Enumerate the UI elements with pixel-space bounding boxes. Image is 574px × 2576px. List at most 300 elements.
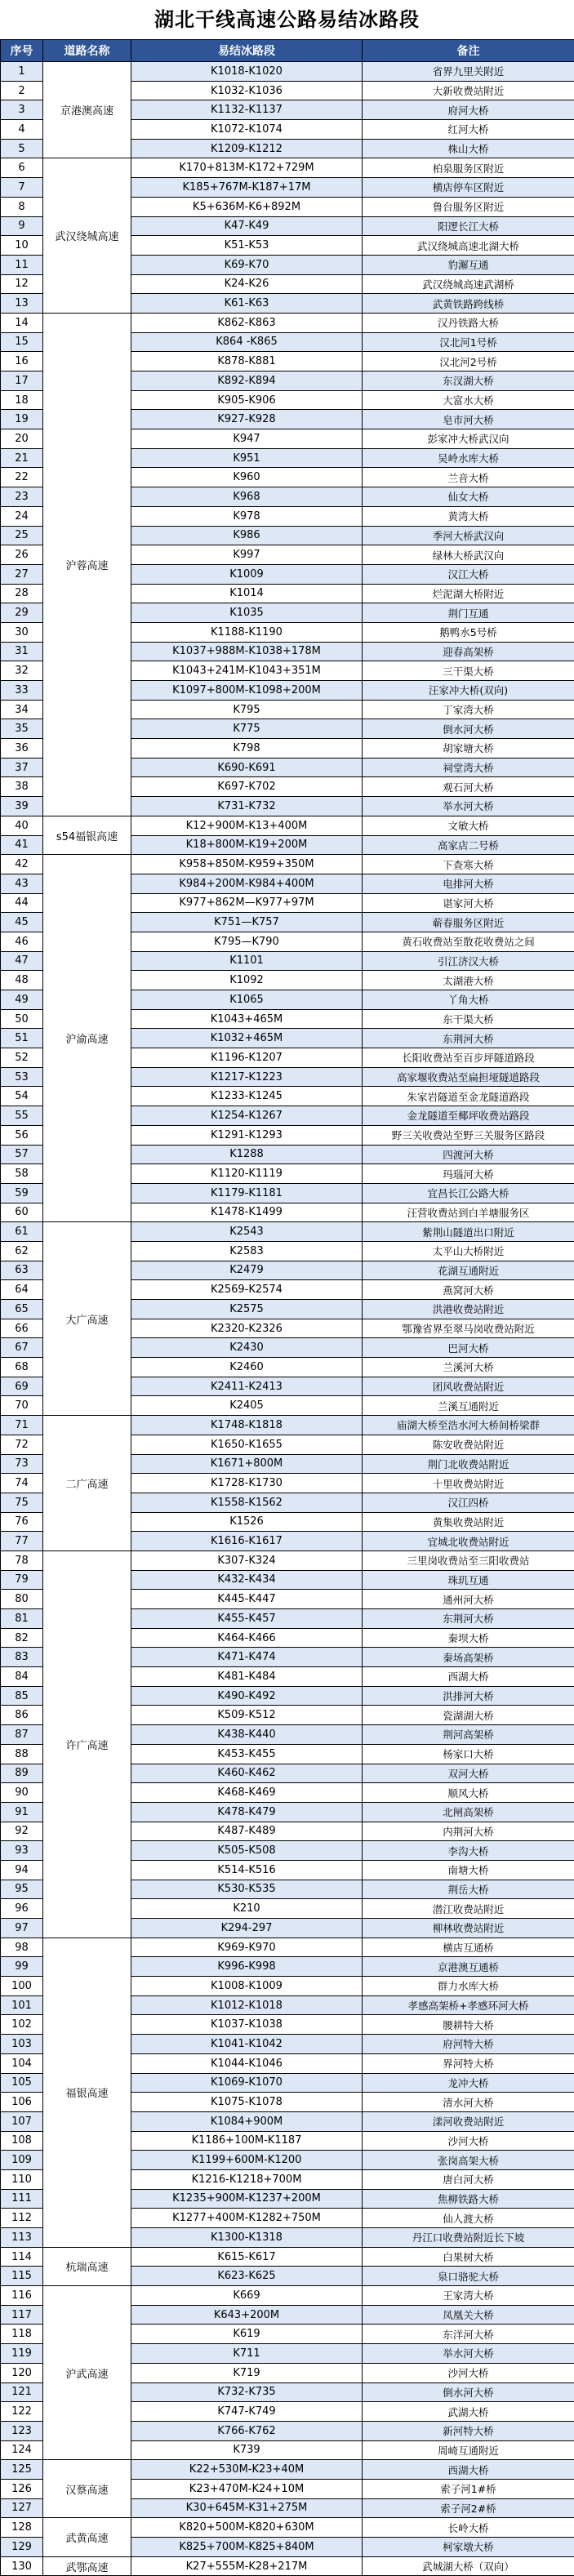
note: 武黄铁路跨线桥 — [363, 294, 574, 314]
row-index: 7 — [1, 178, 43, 198]
row-index: 70 — [1, 1396, 43, 1416]
row-index: 27 — [1, 564, 43, 584]
note: 长阳收费站至百步坪隧道路段 — [363, 1048, 574, 1068]
header-index: 序号 — [1, 40, 43, 62]
note: 汪营收费站到白羊塘服务区 — [363, 1203, 574, 1222]
note: 宜城北收费站附近 — [363, 1532, 574, 1551]
row-index: 74 — [1, 1474, 43, 1493]
section: K478-K479 — [131, 1802, 363, 1822]
note: 黄石收费站至散花收费站之间 — [363, 932, 574, 951]
row-index: 87 — [1, 1725, 43, 1745]
row-index: 13 — [1, 294, 43, 314]
row-index: 105 — [1, 2073, 43, 2093]
note: 仙人渡大桥 — [363, 2209, 574, 2228]
row-index: 112 — [1, 2209, 43, 2228]
row-index: 8 — [1, 197, 43, 216]
section: K619 — [131, 2325, 363, 2344]
section: K1032-K1036 — [131, 81, 363, 100]
row-index: 43 — [1, 874, 43, 893]
table-row — [1, 1550, 574, 1570]
section: K1069-K1070 — [131, 2073, 363, 2093]
note: 东干渠大桥 — [363, 1009, 574, 1029]
row-index: 98 — [1, 1938, 43, 1957]
section: K1179-K1181 — [131, 1183, 363, 1203]
note: 株山大桥 — [363, 139, 574, 158]
row-index: 116 — [1, 2286, 43, 2306]
note: 引江济汉大桥 — [363, 951, 574, 971]
note: 红河大桥 — [363, 120, 574, 140]
note: 北闸高架桥 — [363, 1802, 574, 1822]
note: 府河大桥 — [363, 100, 574, 120]
section: K1199+600M-K1200 — [131, 2151, 363, 2170]
section: K487-K489 — [131, 1822, 363, 1841]
section: K1041-K1042 — [131, 2035, 363, 2054]
note: 清水河大桥 — [363, 2093, 574, 2112]
note: 白果树大桥 — [363, 2247, 574, 2267]
section: K170+813M-K172+729M — [131, 158, 363, 178]
page-title: 湖北干线高速公路易结冰路段 — [0, 0, 574, 39]
row-index: 115 — [1, 2267, 43, 2286]
note: 柏泉服务区附近 — [363, 158, 574, 178]
row-index: 124 — [1, 2440, 43, 2460]
section: K471-K474 — [131, 1648, 363, 1667]
note: 唐白河大桥 — [363, 2169, 574, 2189]
note: 沙河大桥 — [363, 2363, 574, 2382]
note: 绿林大桥武汉向 — [363, 545, 574, 565]
row-index: 109 — [1, 2151, 43, 2170]
section: K51-K53 — [131, 236, 363, 256]
row-index: 117 — [1, 2305, 43, 2325]
row-index: 121 — [1, 2382, 43, 2402]
header-road: 道路名称 — [43, 40, 131, 62]
section: K820+500M-K820+630M — [131, 2518, 363, 2538]
row-index: 54 — [1, 1087, 43, 1106]
note: 豹澥互通 — [363, 255, 574, 274]
section: K1217-K1223 — [131, 1067, 363, 1087]
table-row — [1, 1938, 574, 1957]
section: K514-K516 — [131, 1860, 363, 1880]
section: K47-K49 — [131, 216, 363, 236]
section: K69-K70 — [131, 255, 363, 274]
section: K22+530M-K23+40M — [131, 2460, 363, 2480]
note: 横店停车区附近 — [363, 178, 574, 198]
section: K1092 — [131, 971, 363, 990]
road-name: 沪武高速 — [43, 2286, 131, 2460]
note: 秦坝大桥 — [363, 1628, 574, 1648]
note: 季河大桥武汉向 — [363, 526, 574, 545]
row-index: 10 — [1, 236, 43, 256]
row-index: 4 — [1, 120, 43, 140]
section: K1075-K1078 — [131, 2093, 363, 2112]
row-index: 48 — [1, 971, 43, 990]
row-index: 130 — [1, 2556, 43, 2576]
section: K1748-K1818 — [131, 1416, 363, 1435]
table-row — [1, 2518, 574, 2538]
note: 兰溪河大桥 — [363, 1358, 574, 1377]
row-index: 95 — [1, 1880, 43, 1899]
row-index: 103 — [1, 2035, 43, 2054]
section: K997 — [131, 545, 363, 565]
section: K1014 — [131, 584, 363, 603]
row-index: 39 — [1, 797, 43, 816]
section: K731-K732 — [131, 797, 363, 816]
section: K927-K928 — [131, 410, 363, 429]
note: 荆河高架桥 — [363, 1725, 574, 1745]
row-index: 81 — [1, 1609, 43, 1629]
section: K697-K702 — [131, 777, 363, 797]
section: K2575 — [131, 1300, 363, 1319]
note: 汉北河2号桥 — [363, 352, 574, 371]
section: K530-K535 — [131, 1880, 363, 1899]
section: K711 — [131, 2344, 363, 2364]
section: K719 — [131, 2363, 363, 2382]
note: 陈安收费站附近 — [363, 1435, 574, 1454]
row-index: 88 — [1, 1744, 43, 1764]
note: 谌家河大桥 — [363, 893, 574, 913]
row-index: 107 — [1, 2111, 43, 2131]
section: K615-K617 — [131, 2247, 363, 2267]
row-index: 78 — [1, 1550, 43, 1570]
row-index: 113 — [1, 2228, 43, 2248]
section: K481-K484 — [131, 1667, 363, 1687]
note: 汉江大桥 — [363, 564, 574, 584]
note: 汉北河1号桥 — [363, 332, 574, 352]
row-index: 106 — [1, 2093, 43, 2112]
section: K18+800M-K19+200M — [131, 835, 363, 855]
note: 金龙隧道至椰坪收费站路段 — [363, 1106, 574, 1126]
note: 巴河大桥 — [363, 1338, 574, 1358]
row-index: 52 — [1, 1048, 43, 1068]
note: 横店互通桥 — [363, 1938, 574, 1957]
section: K1032+465M — [131, 1029, 363, 1048]
row-index: 90 — [1, 1783, 43, 1803]
section: K1084+900M — [131, 2111, 363, 2131]
row-index: 32 — [1, 661, 43, 681]
section: K1650-K1655 — [131, 1435, 363, 1454]
section: K1235+900M-K1237+200M — [131, 2189, 363, 2209]
row-index: 18 — [1, 390, 43, 410]
note: 龙冲大桥 — [363, 2073, 574, 2093]
note: 潜江收费站附近 — [363, 1899, 574, 1919]
note: 仙女大桥 — [363, 487, 574, 507]
table-row — [1, 1416, 574, 1435]
section: K747-K749 — [131, 2402, 363, 2422]
section: K1120-K1119 — [131, 1164, 363, 1184]
note: 内荆河大桥 — [363, 1822, 574, 1841]
note: 大富水大桥 — [363, 390, 574, 410]
row-index: 96 — [1, 1899, 43, 1919]
note: 燕窝河大桥 — [363, 1280, 574, 1300]
note: 洪排河大桥 — [363, 1686, 574, 1706]
note: 倒水河大桥 — [363, 2382, 574, 2402]
section: K958+850M-K959+350M — [131, 855, 363, 874]
section: K766-K762 — [131, 2421, 363, 2440]
row-index: 56 — [1, 1125, 43, 1145]
table-row — [1, 2247, 574, 2267]
table-row — [1, 816, 574, 835]
section: K732-K735 — [131, 2382, 363, 2402]
row-index: 61 — [1, 1222, 43, 1242]
note: 鄂豫省界至翠马岗收费站附近 — [363, 1319, 574, 1338]
note: 大新收费站附近 — [363, 81, 574, 100]
section: K1558-K1562 — [131, 1493, 363, 1512]
section: K505-K508 — [131, 1841, 363, 1861]
section: K464-K466 — [131, 1628, 363, 1648]
note: 鹅鸭水5号桥 — [363, 622, 574, 642]
row-index: 111 — [1, 2189, 43, 2209]
note: 朱家岩隧道至金龙隧道路段 — [363, 1087, 574, 1106]
section: K977+862M—K977+97M — [131, 893, 363, 913]
section: K1132-K1137 — [131, 100, 363, 120]
section: K986 — [131, 526, 363, 545]
row-index: 86 — [1, 1706, 43, 1725]
section: K490-K492 — [131, 1686, 363, 1706]
section: K969-K970 — [131, 1938, 363, 1957]
section: K795—K790 — [131, 932, 363, 951]
row-index: 17 — [1, 371, 43, 391]
row-index: 34 — [1, 700, 43, 719]
note: 吴岭水库大桥 — [363, 448, 574, 468]
road-name: 许广高速 — [43, 1550, 131, 1938]
row-index: 3 — [1, 100, 43, 120]
note: 西湖大桥 — [363, 2460, 574, 2480]
row-index: 100 — [1, 1977, 43, 1996]
section: K12+900M-K13+400M — [131, 816, 363, 835]
note: 花湖互通附近 — [363, 1261, 574, 1280]
section: K905-K906 — [131, 390, 363, 410]
section: K185+767M-K187+17M — [131, 178, 363, 198]
section: K2543 — [131, 1222, 363, 1242]
table-body — [1, 62, 574, 2576]
note: 省界九里关附近 — [363, 62, 574, 82]
row-index: 118 — [1, 2325, 43, 2344]
note: 东荆河大桥 — [363, 1609, 574, 1629]
row-index: 23 — [1, 487, 43, 507]
row-index: 68 — [1, 1358, 43, 1377]
note: 烂泥湖大桥附近 — [363, 584, 574, 603]
section: K1233-K1245 — [131, 1087, 363, 1106]
row-index: 120 — [1, 2363, 43, 2382]
note: 沙河大桥 — [363, 2131, 574, 2151]
note: 玛瑙河大桥 — [363, 1164, 574, 1184]
road-name: 福银高速 — [43, 1938, 131, 2247]
note: 兰音大桥 — [363, 468, 574, 487]
row-index: 89 — [1, 1764, 43, 1783]
row-index: 6 — [1, 158, 43, 178]
row-index: 94 — [1, 1860, 43, 1880]
row-index: 31 — [1, 642, 43, 661]
section: K23+470M-K24+10M — [131, 2479, 363, 2498]
section: K775 — [131, 719, 363, 739]
row-index: 1 — [1, 62, 43, 82]
row-index: 36 — [1, 739, 43, 759]
section: K2479 — [131, 1261, 363, 1280]
row-index: 66 — [1, 1319, 43, 1338]
section: K1478-K1499 — [131, 1203, 363, 1222]
row-index: 53 — [1, 1067, 43, 1087]
table-row — [1, 313, 574, 332]
road-name: 沪渝高速 — [43, 855, 131, 1222]
row-index: 19 — [1, 410, 43, 429]
icy-road-table — [0, 39, 574, 2576]
row-index: 55 — [1, 1106, 43, 1126]
section: K1291-K1293 — [131, 1125, 363, 1145]
section: K61-K63 — [131, 294, 363, 314]
section: K1037-K1038 — [131, 2015, 363, 2035]
row-index: 63 — [1, 1261, 43, 1280]
note: 举水河大桥 — [363, 2344, 574, 2364]
table-row — [1, 1222, 574, 1242]
note: 电排河大桥 — [363, 874, 574, 893]
section: K509-K512 — [131, 1706, 363, 1725]
section: K210 — [131, 1899, 363, 1919]
section: K739 — [131, 2440, 363, 2460]
row-index: 57 — [1, 1145, 43, 1164]
note: 观石河大桥 — [363, 777, 574, 797]
section: K460-K462 — [131, 1764, 363, 1783]
section: K2405 — [131, 1396, 363, 1416]
section: K2460 — [131, 1358, 363, 1377]
row-index: 12 — [1, 274, 43, 294]
note: 新河特大桥 — [363, 2421, 574, 2440]
row-index: 44 — [1, 893, 43, 913]
row-index: 21 — [1, 448, 43, 468]
note: 柯家墩大桥 — [363, 2538, 574, 2557]
row-index: 58 — [1, 1164, 43, 1184]
note: 四渡河大桥 — [363, 1145, 574, 1164]
section: K307-K324 — [131, 1550, 363, 1570]
section: K978 — [131, 506, 363, 526]
note: 黄湾大桥 — [363, 506, 574, 526]
section: K878-K881 — [131, 352, 363, 371]
row-index: 93 — [1, 1841, 43, 1861]
note: 秦场高架桥 — [363, 1648, 574, 1667]
section: K984+200M-K984+400M — [131, 874, 363, 893]
row-index: 42 — [1, 855, 43, 874]
section: K1043+465M — [131, 1009, 363, 1029]
section: K438-K440 — [131, 1725, 363, 1745]
note: 荆岳大桥 — [363, 1880, 574, 1899]
note: 野三关收费站至野三关服务区路段 — [363, 1125, 574, 1145]
note: 珠玑互通 — [363, 1570, 574, 1590]
note: 双河大桥 — [363, 1764, 574, 1783]
row-index: 108 — [1, 2131, 43, 2151]
section: K30+645M-K31+275M — [131, 2498, 363, 2518]
row-index: 72 — [1, 1435, 43, 1454]
row-index: 45 — [1, 913, 43, 932]
header-note: 备注 — [363, 40, 574, 62]
note: 群力水库大桥 — [363, 1977, 574, 1996]
section: K795 — [131, 700, 363, 719]
row-index: 83 — [1, 1648, 43, 1667]
note: 武城湖大桥（双向） — [363, 2556, 574, 2576]
note: 皂市河大桥 — [363, 410, 574, 429]
note: 太平山大桥附近 — [363, 1241, 574, 1261]
section: K2583 — [131, 1241, 363, 1261]
row-index: 126 — [1, 2479, 43, 2498]
row-index: 114 — [1, 2247, 43, 2267]
note: 倒水河大桥 — [363, 719, 574, 739]
note: 宜昌长江公路大桥 — [363, 1183, 574, 1203]
row-index: 20 — [1, 429, 43, 449]
note: 焦柳铁路大桥 — [363, 2189, 574, 2209]
note: 紫荆山隧道出口附近 — [363, 1222, 574, 1242]
row-index: 51 — [1, 1029, 43, 1048]
section: K1616-K1617 — [131, 1532, 363, 1551]
note: 凤凰关大桥 — [363, 2305, 574, 2325]
row-index: 33 — [1, 681, 43, 701]
section: K825+700M-K825+840M — [131, 2538, 363, 2557]
section: K1526 — [131, 1512, 363, 1532]
section: K1035 — [131, 603, 363, 623]
row-index: 60 — [1, 1203, 43, 1222]
section: K1065 — [131, 990, 363, 1010]
note: 周崎互通附近 — [363, 2440, 574, 2460]
section: K5+636M-K6+892M — [131, 197, 363, 216]
row-index: 79 — [1, 1570, 43, 1590]
note: 武汉绕城高速武湖桥 — [363, 274, 574, 294]
section: K623-K625 — [131, 2267, 363, 2286]
note: 荆门互通 — [363, 603, 574, 623]
row-index: 16 — [1, 352, 43, 371]
section: K892-K894 — [131, 371, 363, 391]
row-index: 91 — [1, 1802, 43, 1822]
row-index: 102 — [1, 2015, 43, 2035]
note: 京港澳互通桥 — [363, 1957, 574, 1977]
note: 东荆河大桥 — [363, 1029, 574, 1048]
row-index: 123 — [1, 2421, 43, 2440]
row-index: 22 — [1, 468, 43, 487]
section: K1101 — [131, 951, 363, 971]
note: 高家堰收费站至扁担垭隧道路段 — [363, 1067, 574, 1087]
row-index: 119 — [1, 2344, 43, 2364]
section: K1288 — [131, 1145, 363, 1164]
section: K751—K757 — [131, 913, 363, 932]
road-name: 杭瑞高速 — [43, 2247, 131, 2285]
note: 三里岗收费站至三阳收费站 — [363, 1550, 574, 1570]
section: K1097+800M-K1098+200M — [131, 681, 363, 701]
row-index: 15 — [1, 332, 43, 352]
row-index: 99 — [1, 1957, 43, 1977]
section: K1196-K1207 — [131, 1048, 363, 1068]
row-index: 80 — [1, 1590, 43, 1609]
note: 丹江口收费站附近长下坡 — [363, 2228, 574, 2248]
row-index: 125 — [1, 2460, 43, 2480]
row-index: 127 — [1, 2498, 43, 2518]
row-index: 62 — [1, 1241, 43, 1261]
row-index: 30 — [1, 622, 43, 642]
section: K1043+241M-K1043+351M — [131, 661, 363, 681]
section: K1300-K1318 — [131, 2228, 363, 2248]
row-index: 67 — [1, 1338, 43, 1358]
row-index: 38 — [1, 777, 43, 797]
note: 迎春高架桥 — [363, 642, 574, 661]
row-index: 28 — [1, 584, 43, 603]
note: 索子河1#桥 — [363, 2479, 574, 2498]
note: 太湖港大桥 — [363, 971, 574, 990]
road-name: 京港澳高速 — [43, 62, 131, 158]
row-index: 77 — [1, 1532, 43, 1551]
note: 柳林收费站附近 — [363, 1919, 574, 1938]
row-index: 11 — [1, 255, 43, 274]
road-name: 汉蔡高速 — [43, 2460, 131, 2518]
note: 东洋河大桥 — [363, 2325, 574, 2344]
note: 团风收费站附近 — [363, 1377, 574, 1396]
note: 汉江四桥 — [363, 1493, 574, 1512]
table-row — [1, 855, 574, 874]
note: 胡家塘大桥 — [363, 739, 574, 759]
note: 通州河大桥 — [363, 1590, 574, 1609]
